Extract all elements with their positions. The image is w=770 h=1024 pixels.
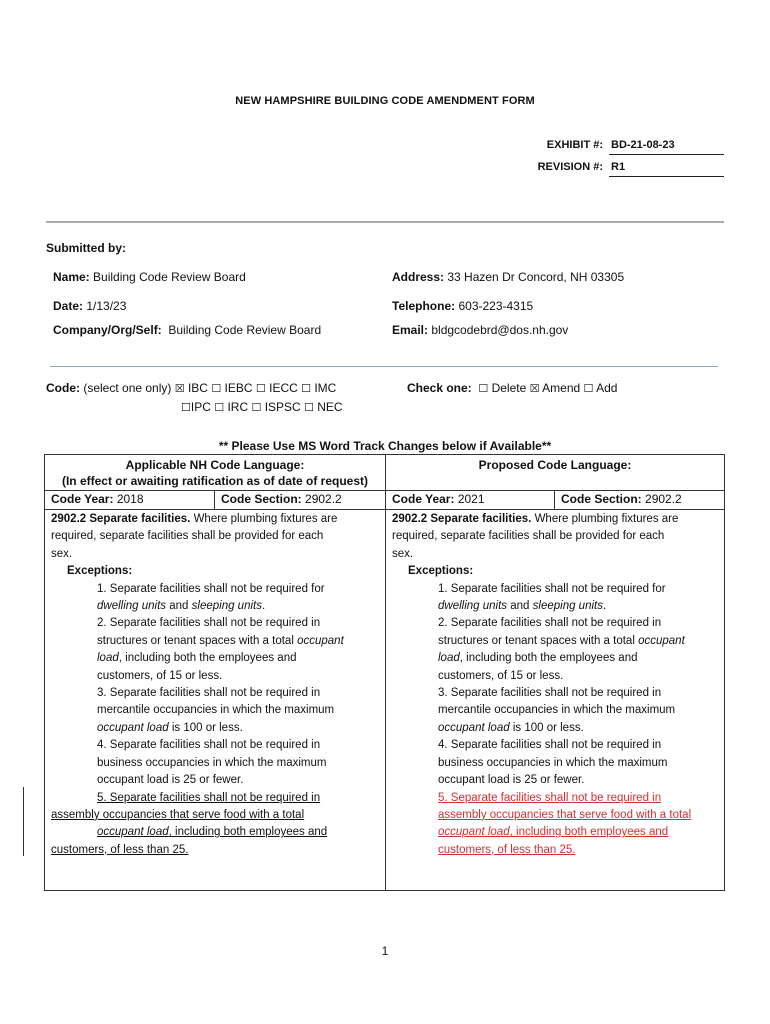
left-code-text: 2902.2 Separate facilities. Where plumbing fixtures are required, separate facilities shall be provided for each sex. Exceptions: 1. Separate facilities shall not be required for dwelling units and sleeping units. 2. Separate facilities shall not be required in structures or tenant spaces with a total occupant load, including both the employees and customers, of 15 or less. 3. Separate facilities shall not be required in mercantile occupancies in which the maximum occupant load is 100 or less. 4. Separate facilities shall not be required in business occupancies in which the maximum occupant load is 25 or fewer. 5. Separate facilities shall not be required in assembly occupancies that serve food with a total occupant load, including both employees and customers, of less than 25. bbox=[51, 513, 344, 856]
checkbox-delete[interactable]: ☐ Delete bbox=[478, 381, 527, 395]
name-label: Name: bbox=[53, 270, 90, 284]
address-value[interactable]: 33 Hazen Dr Concord, NH 03305 bbox=[447, 270, 625, 284]
company-label: Company/Org/Self: bbox=[53, 323, 162, 337]
section-divider bbox=[46, 221, 724, 223]
inserted-exception-5: 5. Separate facilities shall not be required in assembly occupancies that serve food with a total occupant load, including both employees and customers, of less than 25. bbox=[438, 791, 692, 856]
right-code-text: 2902.2 Separate facilities. Where plumbing fixtures are required, separate facilities shall be provided for each sex. Exceptions: 1. Separate facilities shall not be required for dwelling units and sleeping units. 2. Separate facilities shall not be required in structures or tenant spaces with a total occupant load, including both the employees and customers, of 15 or less. 3. Separate facilities shall not be required in mercantile occupancies in which the maximum occupant load is 100 or less. 4. Separate facilities shall not be required in business occupancies in which the maximum occupant load is 25 or fewer. 5. Separate facilities shall not be required in assembly occupancies that serve food with a total occupant load, including both employees and customers, of less than 25. bbox=[392, 511, 724, 859]
telephone-value[interactable]: 603-223-4315 bbox=[458, 299, 534, 313]
date-value[interactable]: 1/13/23 bbox=[86, 299, 127, 313]
checkbox-iebc[interactable]: ☐ IEBC bbox=[211, 381, 253, 395]
change-bar bbox=[23, 787, 24, 856]
name-field bbox=[53, 270, 246, 284]
right-header: Proposed Code Language: bbox=[478, 458, 632, 472]
code-label: Code: bbox=[46, 381, 80, 395]
address-field bbox=[392, 270, 624, 284]
code-select-row2 bbox=[181, 400, 343, 414]
email-field bbox=[392, 323, 568, 337]
code-hint: (select one only) bbox=[83, 381, 172, 395]
exhibit-value[interactable]: BD-21-08-23 bbox=[609, 139, 724, 155]
checkbox-ipc[interactable]: ☐IPC bbox=[181, 400, 211, 414]
revision-value[interactable]: R1 bbox=[609, 161, 724, 177]
track-changes-note: ** Please Use MS Word Track Changes below if Available** bbox=[218, 439, 552, 453]
telephone-label: Telephone: bbox=[392, 299, 456, 313]
code-table bbox=[44, 454, 725, 891]
left-code-year: Code Year: 2018 bbox=[51, 492, 144, 506]
page-number: 1 bbox=[381, 944, 389, 958]
left-code-section: Code Section: 2902.2 bbox=[221, 492, 342, 506]
revision-label: REVISION #: bbox=[537, 161, 603, 173]
date-label: Date: bbox=[53, 299, 84, 313]
company-value[interactable]: Building Code Review Board bbox=[168, 323, 322, 337]
checkbox-ibc[interactable]: ☒ IBC bbox=[174, 381, 208, 395]
check-one bbox=[407, 381, 617, 395]
check-one-label: Check one: bbox=[407, 381, 472, 395]
checkbox-ispsc[interactable]: ☐ ISPSC bbox=[251, 400, 301, 414]
exhibit-label: EXHIBIT #: bbox=[546, 139, 603, 151]
checkbox-imc[interactable]: ☐ IMC bbox=[301, 381, 337, 395]
telephone-field bbox=[392, 299, 533, 313]
checkbox-iecc[interactable]: ☐ IECC bbox=[255, 381, 298, 395]
code-select bbox=[46, 381, 336, 395]
checkbox-add[interactable]: ☐ Add bbox=[583, 381, 618, 395]
submitted-by-heading: Submitted by: bbox=[46, 241, 126, 255]
email-label: Email: bbox=[392, 323, 429, 337]
left-header: Applicable NH Code Language: (In effect or awaiting ratification as of date of request) bbox=[61, 458, 369, 488]
date-field bbox=[53, 299, 126, 313]
address-label: Address: bbox=[392, 270, 445, 284]
checkbox-irc[interactable]: ☐ IRC bbox=[214, 400, 249, 414]
right-code-section: Code Section: 2902.2 bbox=[561, 492, 682, 506]
checkbox-nec[interactable]: ☐ NEC bbox=[304, 400, 343, 414]
section-divider-blue bbox=[50, 366, 718, 367]
email-value[interactable]: bldgcodebrd@dos.nh.gov bbox=[431, 323, 569, 337]
company-field bbox=[53, 323, 321, 337]
form-title: NEW HAMPSHIRE BUILDING CODE AMENDMENT FORM bbox=[235, 95, 535, 107]
checkbox-amend[interactable]: ☒ Amend bbox=[529, 381, 581, 395]
right-code-year: Code Year: 2021 bbox=[392, 492, 485, 506]
name-value[interactable]: Building Code Review Board bbox=[93, 270, 246, 284]
